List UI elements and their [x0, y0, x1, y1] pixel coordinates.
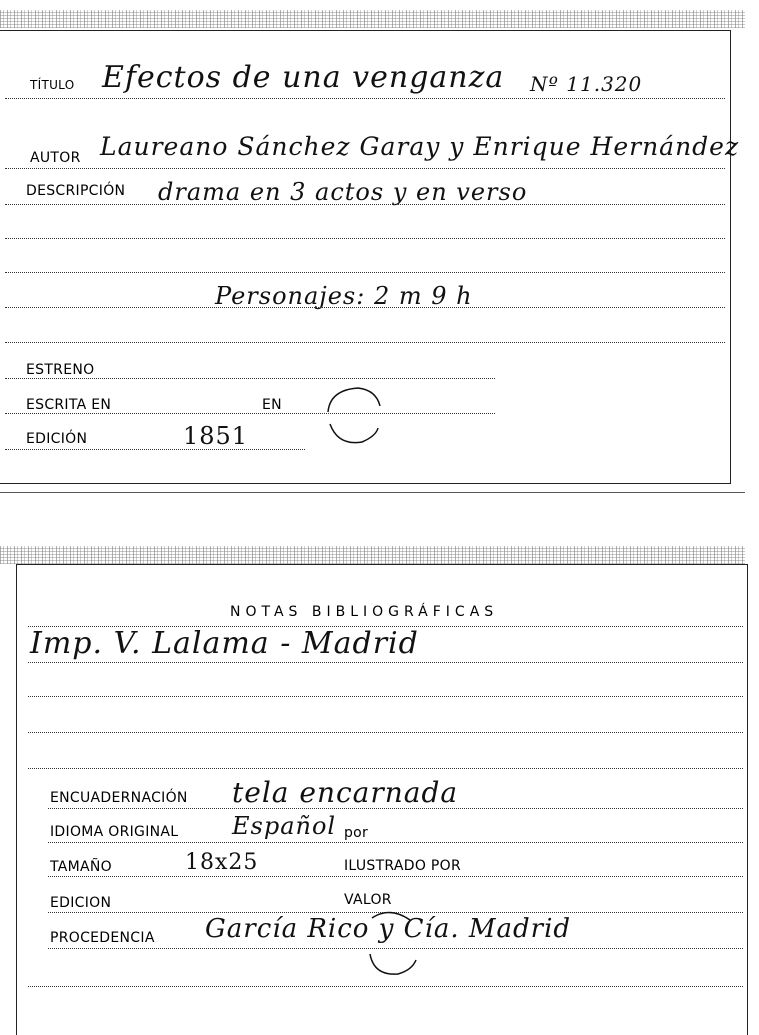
titulo-label: TÍTULO [30, 78, 75, 92]
tamano-line [48, 876, 743, 877]
encuadernacion-value: tela encarnada [232, 776, 459, 809]
notes-line-1 [28, 662, 743, 663]
catalog-card-main [0, 0, 759, 495]
autor-line [5, 168, 725, 169]
por-label: por [344, 825, 369, 841]
descripcion-value: drama en 3 actos y en verso [158, 178, 528, 206]
blank-line-2 [5, 272, 725, 273]
imprenta-line [28, 626, 743, 627]
descripcion-label: DESCRIPCIÓN [26, 183, 126, 199]
autor-value: Laureano Sánchez Garay y Enrique Hernández [100, 132, 740, 161]
escrita-en-label: ESCRITA EN [26, 397, 112, 413]
autor-label: AUTOR [30, 150, 81, 166]
estreno-line [5, 378, 495, 379]
catalog-card-notes [0, 540, 759, 1028]
notas-heading: NOTAS BIBLIOGRÁFICAS [230, 604, 499, 620]
encuadernacion-line [48, 808, 743, 809]
idioma-original-label: IDIOMA ORIGINAL [50, 824, 179, 840]
punch-hole-mark [318, 382, 388, 452]
notes-line-3 [28, 732, 743, 733]
notes-line-2 [28, 696, 743, 697]
edicion-line [5, 449, 305, 450]
blank-line-1 [5, 238, 725, 239]
personajes-value: Personajes: 2 m 9 h [215, 282, 473, 310]
estreno-label: ESTRENO [26, 362, 95, 378]
procedencia-value: García Rico y Cía. Madrid [205, 914, 572, 944]
edicion2-label: EDICION [50, 895, 112, 911]
notes-line-5 [28, 986, 743, 987]
encuadernacion-label: ENCUADERNACIÓN [50, 790, 188, 806]
titulo-line [5, 98, 725, 99]
card-separator [0, 492, 745, 493]
notes-line-4 [28, 768, 743, 769]
procedencia-label: PROCEDENCIA [50, 930, 155, 946]
personajes-line [5, 307, 725, 308]
ilustrado-por-label: ILUSTRADO POR [344, 858, 461, 874]
card-scan-noise [0, 546, 745, 564]
edicion-value: 1851 [183, 422, 249, 450]
card-scan-noise [0, 10, 745, 28]
idioma-original-line [48, 842, 743, 843]
idioma-original-value: Español [232, 812, 337, 840]
punch-hole-mark [360, 898, 420, 978]
escrita-en-line [5, 413, 495, 414]
blank-line-3 [5, 342, 725, 343]
titulo-value: Efectos de una venganza [102, 60, 505, 95]
en-label: EN [262, 397, 282, 413]
tamano-label: TAMAÑO [50, 859, 112, 875]
numero-value: Nº 11.320 [530, 72, 643, 96]
edicion-label: EDICIÓN [26, 431, 88, 447]
descripcion-line [5, 204, 725, 205]
valor-label: VALOR [344, 892, 392, 908]
imprenta-value: Imp. V. Lalama - Madrid [30, 626, 419, 661]
tamano-value: 18x25 [185, 850, 259, 875]
